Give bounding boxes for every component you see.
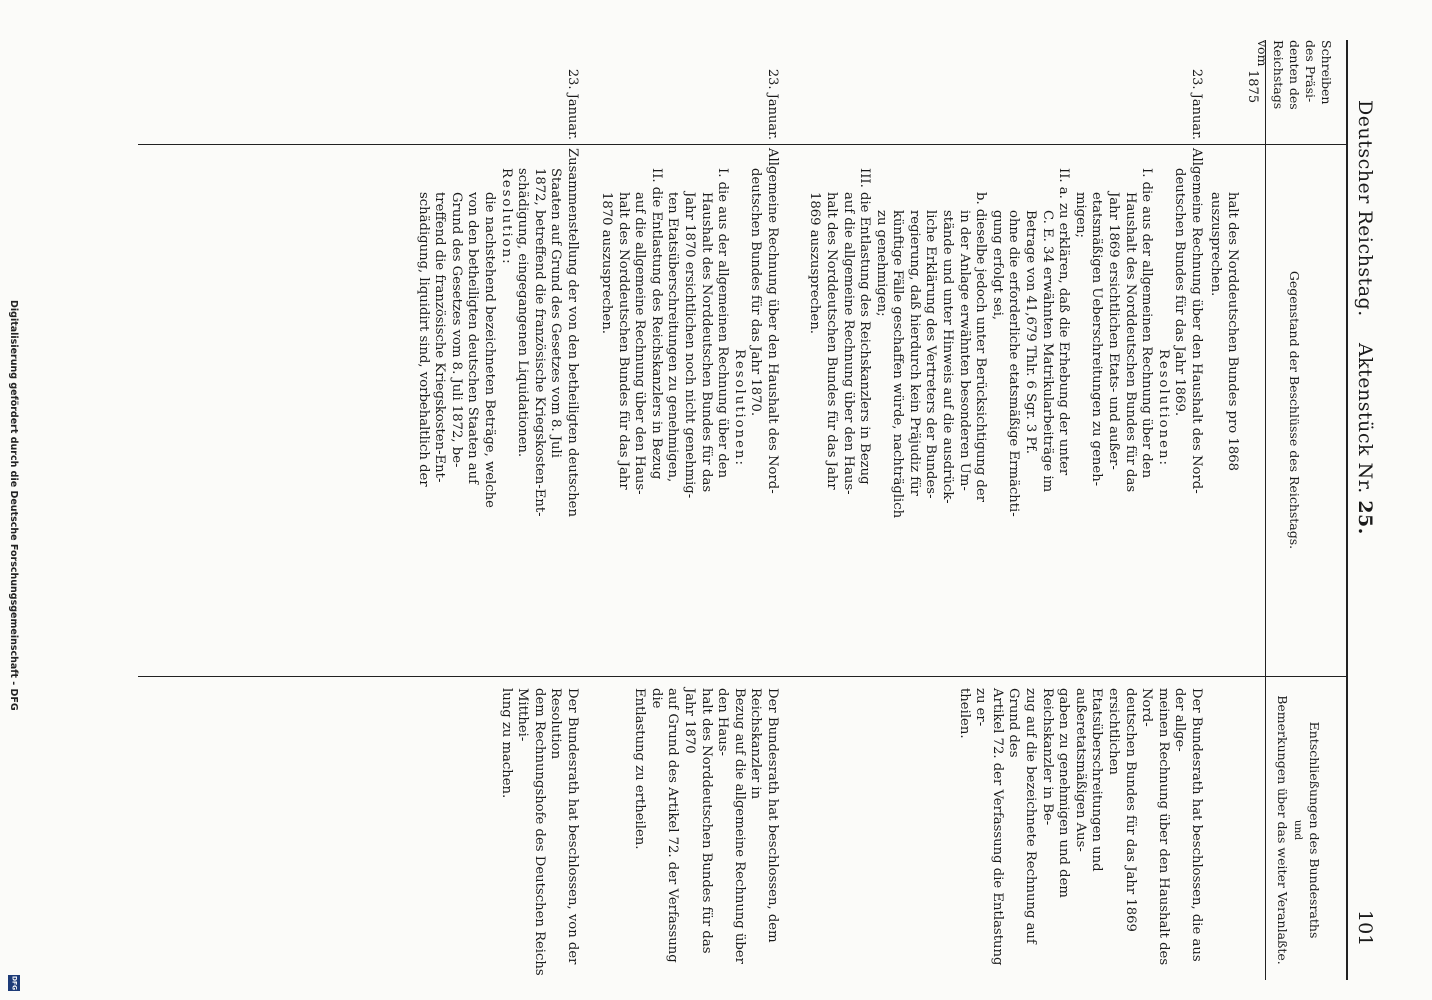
col1-header-line: vom xyxy=(1255,40,1270,67)
subject-line: etatsmäßigen Ueberschreitungen zu geneh- xyxy=(1089,192,1105,487)
subject-line: C. E. 34 erwähnten Matrikularbeiträge im xyxy=(1039,210,1055,493)
subject-line: deutschen Bundes für das Jahr 1869. xyxy=(1172,168,1188,417)
subject-line: schädigung, eingegangenen Liquidationen. xyxy=(515,168,531,458)
decision-line: Etatsüberschreitungen und außeretatsmäßigen Aus- xyxy=(1072,688,1105,872)
decision-line: Bezug auf die allgemeine Rechnung über den Haus- xyxy=(715,688,747,964)
subject-line: Resolutionen: xyxy=(1155,349,1171,467)
subject-line: ohne die erforderliche etatsmäßige Ermächti- xyxy=(1006,210,1022,517)
subject-line: liche Erklärung des Vertreters der Bundes- xyxy=(923,210,939,499)
rotated-page-content xyxy=(140,40,1380,980)
decision-line: auf Grund des Artikel 72. der Verfassung die xyxy=(648,688,681,963)
column-divider-1 xyxy=(138,144,1348,145)
col1-header-line: Reichstags xyxy=(1271,40,1286,110)
decision-line: Entlastung zu ertheilen. xyxy=(632,688,648,850)
entry-subject xyxy=(806,148,1204,668)
col1-header-line: denten des xyxy=(1287,40,1302,110)
subject-line: Jahr 1869 ersichtlichen Etats- und außer- xyxy=(1106,192,1122,470)
subject-line: ten Etatsüberschreitungen zu genehmigen, xyxy=(665,192,681,483)
decision-line: Der Bundesrath hat beschlossen, von der Resolution xyxy=(548,688,580,965)
decision-line: gaben zu genehmigen und dem Reichskanzler in Be- xyxy=(1039,688,1072,898)
table-top-rule xyxy=(1346,40,1348,980)
subject-line: III. die Entlastung des Reichskanzlers in Bezug xyxy=(857,168,873,485)
subject-line: künftige Fälle geschaffen würde, nachträglich xyxy=(890,210,906,519)
subject-line: Betrage von 41,679 Thlr. 6 Sgr. 3 Pf. xyxy=(1023,210,1039,454)
subject-line: Staaten auf Grund des Gesetzes vom 8. Juli xyxy=(548,168,564,458)
header-title-left: Deutscher Reichstag. xyxy=(1354,100,1376,317)
subject-line: 1872, betreffend die französische Kriegskosten-Ent- xyxy=(531,168,547,517)
subject-line: Allgemeine Rechnung über den Haushalt des Nord- xyxy=(765,148,780,494)
subject-line: schädigung, liquidirt sind, vorbehaltlich der xyxy=(415,192,431,487)
subject-line: halt des Norddeutschen Bundes für das Jahr xyxy=(823,192,839,490)
decision-line: Artikel 72. der Verfassung die Entlastung zu er- xyxy=(973,688,1005,966)
subject-line: 1870 auszusprechen. xyxy=(599,192,615,335)
subject-line: die nachstehend bezeichneten Beträge, welche xyxy=(482,192,498,508)
subject-line: deutschen Bundes für das Jahr 1870. xyxy=(748,168,764,417)
subject-line: Allgemeine Rechnung über den Haushalt des Nord- xyxy=(1189,148,1204,494)
subject-line: gung erfolgt sei, xyxy=(989,210,1005,321)
page-number: 101 xyxy=(1354,910,1376,947)
subject-line: migen; xyxy=(1072,192,1088,238)
col1-header-line: des Präsi- xyxy=(1303,40,1318,103)
subject-line: Zusammenstellung der von den betheiligten deutschen xyxy=(565,148,580,517)
subject-line: stände und unter Hinweis auf die ausdrück- xyxy=(940,210,956,504)
subject-line: II. a. zu erklären, daß die Erhebung der unter xyxy=(1056,168,1072,476)
entry-date: 23. Januar. xyxy=(1189,68,1204,140)
column-header-subject: Gegenstand der Beschlüsse des Reichstags. xyxy=(1287,270,1302,550)
header-document-number: 25. xyxy=(1354,500,1376,535)
decision-line: deutschen Bundes für das Jahr 1869 ersichtlichen xyxy=(1106,688,1138,932)
header-title-right: Aktenstück Nr. xyxy=(1354,342,1376,494)
subject-line: II. die Entlastung des Reichskanzlers in Bezug xyxy=(648,168,664,480)
subject-line: I. die aus der allgemeinen Rechnung über den xyxy=(1139,168,1155,479)
decision-line: Der Bundesrath hat beschlossen, dem Reichskanzler in xyxy=(748,688,780,943)
column-header-sender xyxy=(1254,40,1334,140)
subject-line: treffend die französische Kriegskosten-Ent- xyxy=(432,192,448,483)
decision-line: zug auf die bezeichnete Rechnung auf Grund des xyxy=(1006,688,1039,944)
subject-line: halt des Norddeutschen Bundes für das Jahr xyxy=(615,192,631,490)
dfg-logo: DFG xyxy=(8,975,20,991)
subject-line: Haushalt des Norddeutschen Bundes für das xyxy=(698,192,714,493)
subject-line: 1869 auszusprechen. xyxy=(807,192,823,335)
col3-header-und: und xyxy=(1292,819,1304,841)
entry-subject xyxy=(597,148,780,668)
digitization-footer xyxy=(8,300,20,990)
subject-line: I. die aus der allgemeinen Rechnung über den xyxy=(715,168,731,479)
col3-header-line1: Entschließungen des Bundesraths xyxy=(1307,721,1322,939)
entry-subject xyxy=(414,148,580,668)
subject-line: auf die allgemeine Rechnung über den Haus- xyxy=(632,192,648,495)
subject-line: Jahr 1870 ersichtlichen noch nicht genehmig- xyxy=(682,192,698,499)
column-header-decisions xyxy=(1274,680,1322,980)
subject-line: von den betheiligten deutschen Staaten auf xyxy=(465,192,481,484)
subject-line: in der Anlage erwähnten besonderen Um- xyxy=(956,210,972,491)
footer-text: Digitalisierung gefördert durch die Deutsche Forschungsgemeinschaft - DFG xyxy=(8,300,19,711)
subject-line: regierung, daß hierdurch kein Präjudiz für xyxy=(906,210,922,496)
entry-subject xyxy=(1207,148,1240,668)
decision-line: theilen. xyxy=(956,688,972,739)
entry-decision xyxy=(631,688,780,978)
subject-line: Grund des Gesetzes vom 8. Juli 1872, be- xyxy=(448,192,464,468)
col1-header-line: Schreiben xyxy=(1319,40,1334,105)
entry-date: 23. Januar. xyxy=(765,68,780,140)
year-label: 1875 xyxy=(1245,70,1260,104)
subject-line: halt des Norddeutschen Bundes pro 1868 xyxy=(1225,192,1240,471)
entry-date: 23. Januar. xyxy=(565,68,580,140)
subject-line: auf die allgemeine Rechnung über den Haus- xyxy=(840,192,856,495)
decision-line: Der Bundesrath hat beschlossen, die aus der allge- xyxy=(1172,688,1204,962)
decision-line: dem Rechnungshofe des Deutschen Reichs Mitthei- xyxy=(515,688,547,976)
table-header-rule xyxy=(1265,40,1266,980)
decision-line: meinen Rechnung über den Haushalt des Nord- xyxy=(1139,688,1171,966)
entry-decision xyxy=(497,688,580,978)
entry-decision xyxy=(955,688,1204,978)
column-divider-2 xyxy=(138,676,1348,677)
page-header xyxy=(1354,100,1376,920)
subject-line: Haushalt des Norddeutschen Bundes für das xyxy=(1122,192,1138,493)
subject-line: Resolutionen: xyxy=(731,349,747,467)
subject-line: Resolution: xyxy=(498,168,514,266)
decision-line: halt des Norddeutschen Bundes für das Jahr 1870 xyxy=(682,688,714,954)
decision-line: lung zu machen. xyxy=(498,688,514,799)
subject-line: b. dieselbe jedoch unter Berücksichtigung der xyxy=(973,192,989,503)
col3-header-line2: Bemerkungen über das weiter Veranlaßte. xyxy=(1275,695,1290,965)
subject-line: auszusprechen. xyxy=(1208,192,1224,297)
subject-line: zu genehmigen; xyxy=(873,210,889,317)
